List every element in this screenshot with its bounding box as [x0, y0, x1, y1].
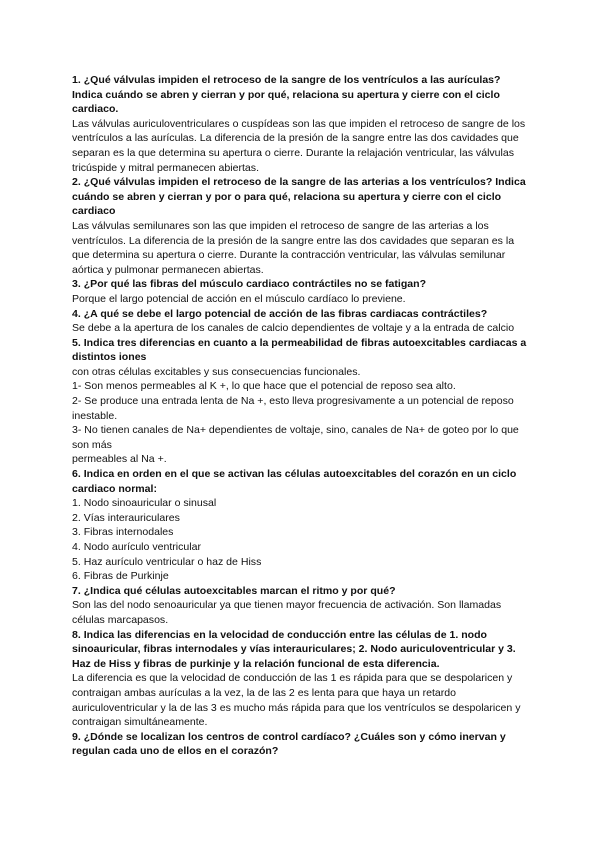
answer-3: Porque el largo potencial de acción en el músculo cardíaco lo previene.: [72, 292, 406, 305]
question-4: 4. ¿A qué se debe el largo potencial de acción de las fibras cardiacas contráctiles?: [72, 307, 488, 320]
question-3: 3. ¿Por qué las fibras del músculo cardiaco contráctiles no se fatigan?: [72, 278, 427, 291]
answer-5-point-3: 3- No tienen canales de Na+ dependientes de voltaje, sino, canales de Na+ de goteo por lo que son más: [72, 424, 519, 451]
list-item: 1. Nodo sinoauricular o sinusal: [72, 497, 217, 510]
answer-5-intro: con otras células excitables y sus consecuencias funcionales.: [72, 365, 361, 378]
list-item: 4. Nodo aurículo ventricular: [72, 541, 201, 553]
list-item: 3. Fibras internodales: [72, 526, 174, 539]
answer-4: Se debe a la apertura de los canales de calcio dependientes de voltaje y a la entrada de calcio: [72, 322, 515, 335]
question-6: 6. Indica en orden en el que se activan las células autoexcitables del corazón en un ciclo cardiaco normal:: [72, 468, 517, 495]
question-8: 8. Indica las diferencias en la velocidad de conducción entre las células de 1. nodo sinoauricular, fibras internodales y vías interauriculares; 2. Nodo auriculoventricular y 3. Haz de Hiss y fibras de purkinje y la relación funcional de esta diferencia.: [72, 628, 516, 670]
question-7: 7. ¿Indica qué células autoexcitables marcan el ritmo y por qué?: [72, 584, 396, 597]
question-9: 9. ¿Dónde se localizan los centros de control cardíaco? ¿Cuáles son y cómo inervan y regulan cada uno de ellos en el corazón?: [72, 730, 506, 758]
answer-5-point-1: 1- Son menos permeables al K +, lo que hace que el potencial de reposo sea alto.: [72, 380, 456, 393]
question-2: 2. ¿Qué válvulas impiden el retroceso de la sangre de las arterias a los ventrículos? Indica cuándo se abren y cierran y por o para qué, relaciona su apertura y cierre con el ciclo cardiaco: [72, 176, 526, 218]
answer-5-point-2: 2- Se produce una entrada lenta de Na +, esto lleva progresivamente a un potencial de reposo inestable.: [72, 395, 514, 422]
question-1: 1. ¿Qué válvulas impiden el retroceso de la sangre de los ventrículos a las aurículas? Indica cuándo se abren y cierran y por qué, relaciona su apertura y cierre con el ciclo cardiaco.: [72, 74, 501, 116]
answer-8: La diferencia es que la velocidad de conducción de las 1 es rápida para que se despolaricen y contraigan ambas aurículas a la vez, la de las 2 es lenta para que haya un retardo auriculoventricular y la de las 3 es mucho más rápida para que los ventrículos se despolaricen y contraigan simultáneamente.: [72, 672, 521, 729]
document-page: [72, 73, 532, 759]
list-item: 5. Haz aurículo ventricular o haz de Hiss: [72, 555, 262, 568]
question-5: 5. Indica tres diferencias en cuanto a la permeabilidad de fibras autoexcitables cardiacas a distintos iones: [72, 336, 527, 364]
list-item: 2. Vías interauriculares: [72, 511, 180, 524]
answer-1: Las válvulas auriculoventriculares o cuspídeas son las que impiden el retroceso de sangre de los ventrículos a las aurículas. La diferencia de la presión de la sangre entre las dos cavidades que separan es la que determina su apertura o cierre. Durante la relajación ventricular, las válvulas tricúspide y mitral permanecen abiertas.: [72, 117, 526, 174]
answer-7: Son las del nodo senoauricular ya que tienen mayor frecuencia de activación. Son llamadas células marcapasos.: [72, 599, 502, 626]
answer-5-point-3-cont: permeables al Na +.: [72, 453, 167, 466]
list-item: 6. Fibras de Purkinje: [72, 570, 169, 583]
answer-2: Las válvulas semilunares son las que impiden el retroceso de sangre de las arterias a los ventrículos. La diferencia de la presión de la sangre entre las dos cavidades que separan es la que determina su apertura o cierre. Durante la contracción ventricular, las válvulas semilunar aórtica y pulmonar permanecen abiertas.: [72, 219, 515, 276]
